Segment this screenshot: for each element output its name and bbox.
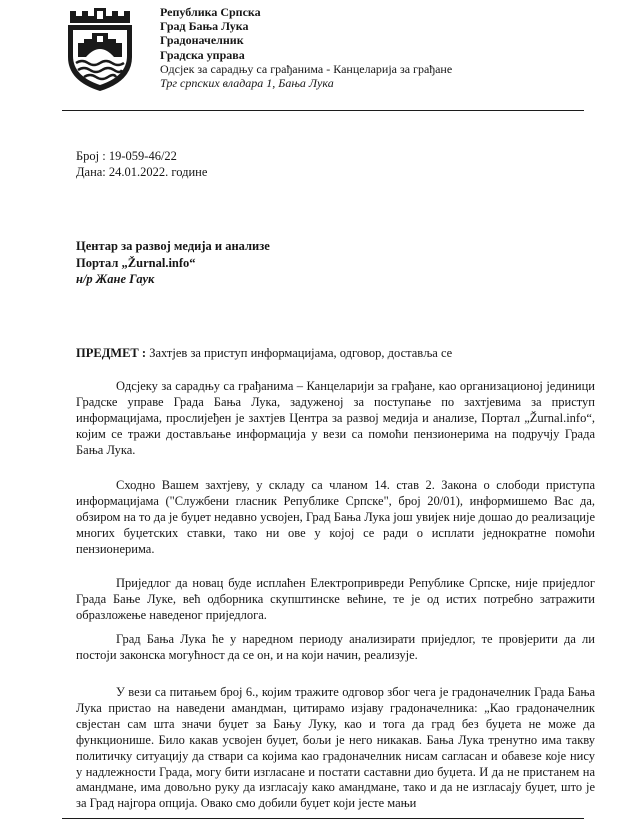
body-paragraph [76, 685, 595, 812]
subject-line [76, 346, 452, 361]
paragraph-text: Град Бања Лука ће у наредном периоду анализирати приједлог, те провјерити да ли постоји законска могућност да се он, и на који начин, реализује. [76, 632, 595, 662]
body-paragraph [76, 478, 595, 558]
city-coat-of-arms-icon [62, 5, 138, 93]
reference-number: Број : 19-059-46/22 [76, 149, 177, 163]
recipient-block [76, 238, 270, 288]
body-paragraph [76, 379, 595, 459]
header-divider [62, 110, 584, 111]
body-paragraph [76, 576, 595, 624]
subject-text: Захтјев за приступ информацијама, одговор, доставља се [149, 346, 453, 360]
recipient-attention: н/р Жане Гаук [76, 272, 155, 287]
paragraph-text: Сходно Вашем захтјеву, у складу са чланом 14. став 2. Закона о слободи приступа информацијама ("Службени гласник Републике Српске", број 20/01), информишемо Вас да, обзиром на то да је буџет недавно усвојен, Град Бања Лука још увијек није дошао до реализације многих буџетских ставки, тако ни ове у којој се ради о исплати једнократне помоћи пензионерима. [76, 478, 595, 556]
address: Трг српских владара 1, Бања Лука [160, 76, 334, 91]
document-meta [76, 148, 207, 180]
letterhead-line: Градска управа [160, 47, 245, 62]
department-name: Одсјек за сарадњу са грађанима - Канцеларија за грађане [160, 61, 453, 76]
letterhead [160, 5, 452, 90]
recipient-organization: Центар за развој медија и анализе [76, 239, 270, 253]
letterhead-line: Град Бања Лука [160, 19, 249, 34]
letterhead-line: Градоначелник [160, 33, 244, 48]
paragraph-text: У вези са питањем број 6., којим тражите одговор због чега је градоначелник Града Бања Лука пристао на наведени амандман, цитирамо изјаву градоначелника: „Као градоначелник свјестан сам шта значи буџет за Бању Луку, као и тога да град без буџета не може да функционише. Било какав усвојен буџет, бољи је него никакав. Бања Лука тренутно има такву политичку ситуацију да ствари са којима као градоначелник нисам сагласан и обавезе које нису у надлежности Града, могу бити изгласане и постати саставни дио буџета. И да не пристанем на амандмане, има довољно руку да изгласају како амандмане, тако и да не изгласају буџет, што је за Град најгора опција. Овако смо добили буџет који јесте мањи [76, 685, 595, 811]
body-paragraph [76, 632, 595, 664]
paragraph-text: Приједлог да новац буде исплаћен Електропривреди Републике Српске, није приједлог Града Бање Луке, већ одборника скупштинске већине, те је од истих потребно затражити образложење наведеног приједлога. [76, 576, 595, 622]
footer-divider [62, 818, 584, 819]
letterhead-line: Република Српска [160, 5, 261, 19]
subject-label: ПРЕДМЕТ : [76, 346, 147, 360]
document-date: Дана: 24.01.2022. године [76, 165, 208, 179]
paragraph-text: Одсјеку за сарадњу са грађанима – Канцеларији за грађане, као организационој јединици Градске управе Града Бања Лука, задуженој за поступање по захтјевима за приступ информацијама, прослијеђен је захтјев Центра за развој медија и анализе, Портал „Žurnal.info“, којим се тражи достављање информација у вези са помоћи пензионерима на подручју Града Бања Лука. [76, 379, 595, 457]
recipient-portal: Портал „Žurnal.info“ [76, 255, 196, 270]
